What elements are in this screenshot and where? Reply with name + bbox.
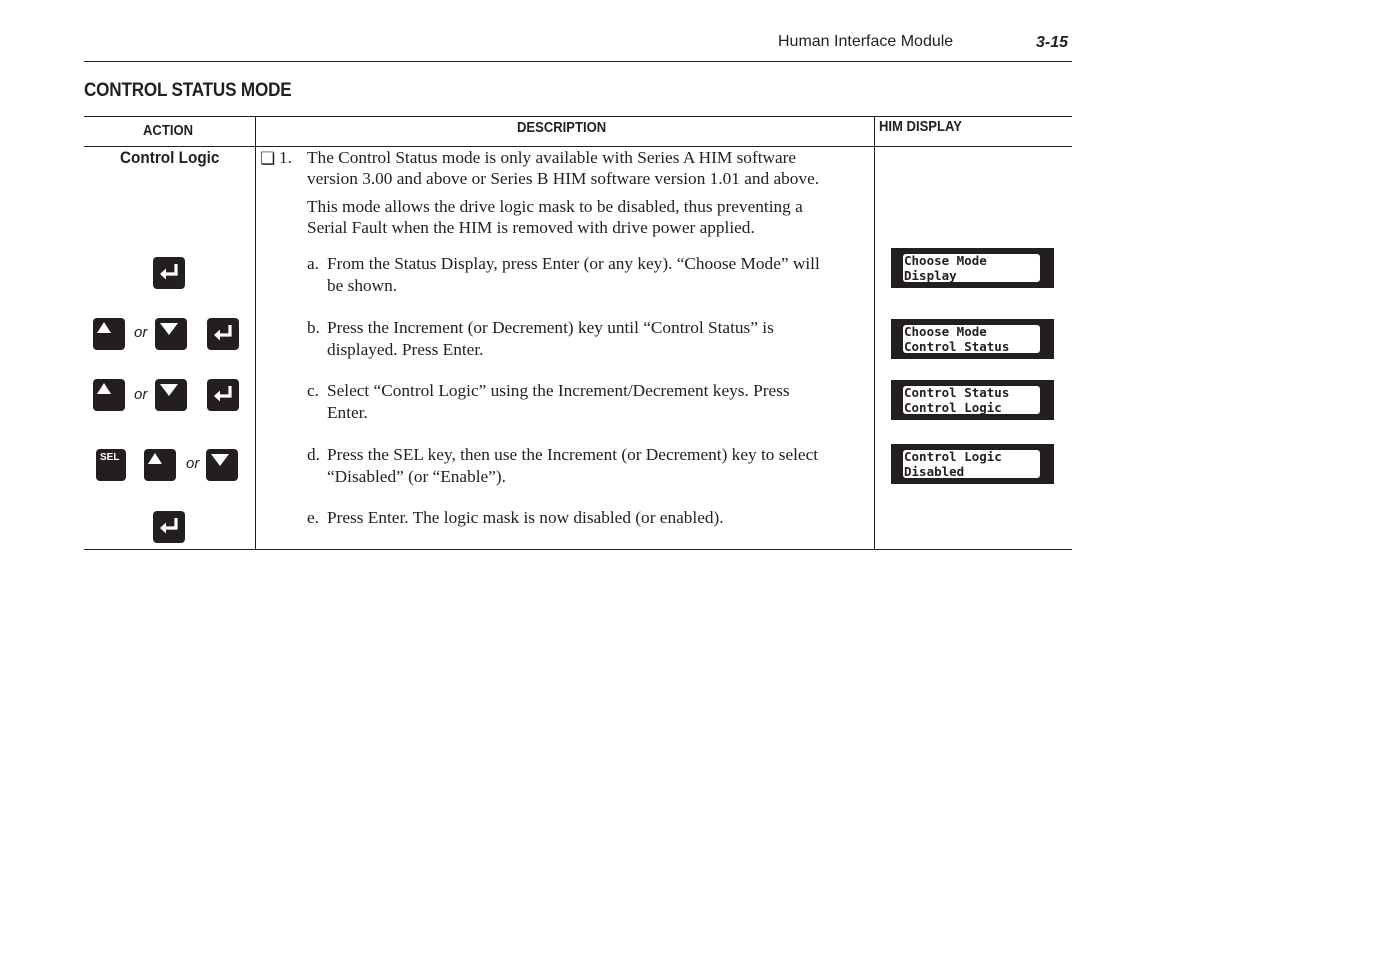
him-display: [891, 319, 1054, 359]
substep-marker: b.: [307, 318, 320, 337]
substep-marker: c.: [307, 381, 319, 400]
enter-key-icon: [153, 511, 185, 543]
sel-key-icon: [96, 449, 126, 481]
him-display-line: Control Status: [904, 385, 1010, 400]
step-intro: [307, 148, 819, 189]
him-display-line: Control Logic: [904, 449, 1002, 464]
enter-key-icon: [153, 257, 185, 289]
substep-line: Press Enter. The logic mask is now disabled (or enabled).: [327, 508, 724, 527]
step-number: 1.: [279, 148, 292, 167]
table-header-rule: [84, 146, 1072, 147]
decrement-key-icon: [155, 379, 187, 411]
him-display-line: Choose Mode: [904, 324, 987, 339]
increment-key-icon: [93, 318, 125, 350]
or-label: or: [134, 324, 148, 341]
page-number: 3-15: [1036, 34, 1069, 51]
decrement-key-icon: [206, 449, 238, 481]
substep-line: displayed. Press Enter.: [327, 339, 484, 359]
substep-marker: e.: [307, 508, 319, 527]
him-display: [891, 444, 1054, 484]
step-note-line: This mode allows the drive logic mask to be disabled, thus preventing a: [307, 197, 803, 216]
substep-marker: a.: [307, 254, 319, 273]
increment-key-icon: [144, 449, 176, 481]
column-header-display: HIM DISPLAY: [879, 119, 962, 135]
table-bottom-rule: [84, 549, 1072, 550]
or-label: or: [134, 386, 148, 403]
header-title: Human Interface Module: [778, 33, 954, 50]
header-rule: [84, 61, 1072, 62]
section-title: CONTROL STATUS MODE: [84, 80, 292, 101]
column-header-description: DESCRIPTION: [517, 120, 607, 136]
substep-line: Enter.: [327, 402, 368, 422]
substep-line: Select “Control Logic” using the Increment/Decrement keys. Press: [327, 381, 790, 400]
him-display: [891, 380, 1054, 420]
table-top-rule: [84, 116, 1072, 117]
him-display-line: Disabled: [904, 464, 965, 479]
checkbox-icon: ❏: [260, 149, 276, 168]
enter-key-icon: [207, 379, 239, 411]
enter-key-icon: [207, 318, 239, 350]
step-intro-line: version 3.00 and above or Series B HIM software version 1.01 and above.: [307, 168, 820, 188]
table-divider-display: [874, 116, 875, 550]
sel-key-label: SEL: [100, 452, 120, 463]
substep-line: Press the SEL key, then use the Increment (or Decrement) key to select: [327, 445, 819, 464]
him-display-line: Control Logic: [904, 400, 1002, 415]
step-intro-line: The Control Status mode is only available with Series A HIM software: [307, 148, 797, 167]
substep-line: From the Status Display, press Enter (or any key). “Choose Mode” will: [327, 254, 820, 273]
step-note: [307, 197, 803, 238]
increment-key-icon: [93, 379, 125, 411]
him-display-line: Choose Mode: [904, 253, 987, 268]
substep-line: “Disabled” (or “Enable”).: [327, 466, 506, 486]
table-divider-action: [255, 116, 256, 550]
action-label: Control Logic: [120, 148, 220, 167]
him-display-line: Control Status: [904, 339, 1010, 354]
decrement-key-icon: [155, 318, 187, 350]
substep-line: Press the Increment (or Decrement) key until “Control Status” is: [327, 318, 774, 337]
column-header-action: ACTION: [143, 123, 194, 139]
substep-marker: d.: [307, 445, 320, 464]
him-display-line: Display: [904, 268, 957, 283]
or-label: or: [186, 455, 200, 472]
substep-line: be shown.: [327, 275, 398, 295]
him-display: [891, 248, 1054, 288]
step-note-line: Serial Fault when the HIM is removed with drive power applied.: [307, 217, 755, 237]
